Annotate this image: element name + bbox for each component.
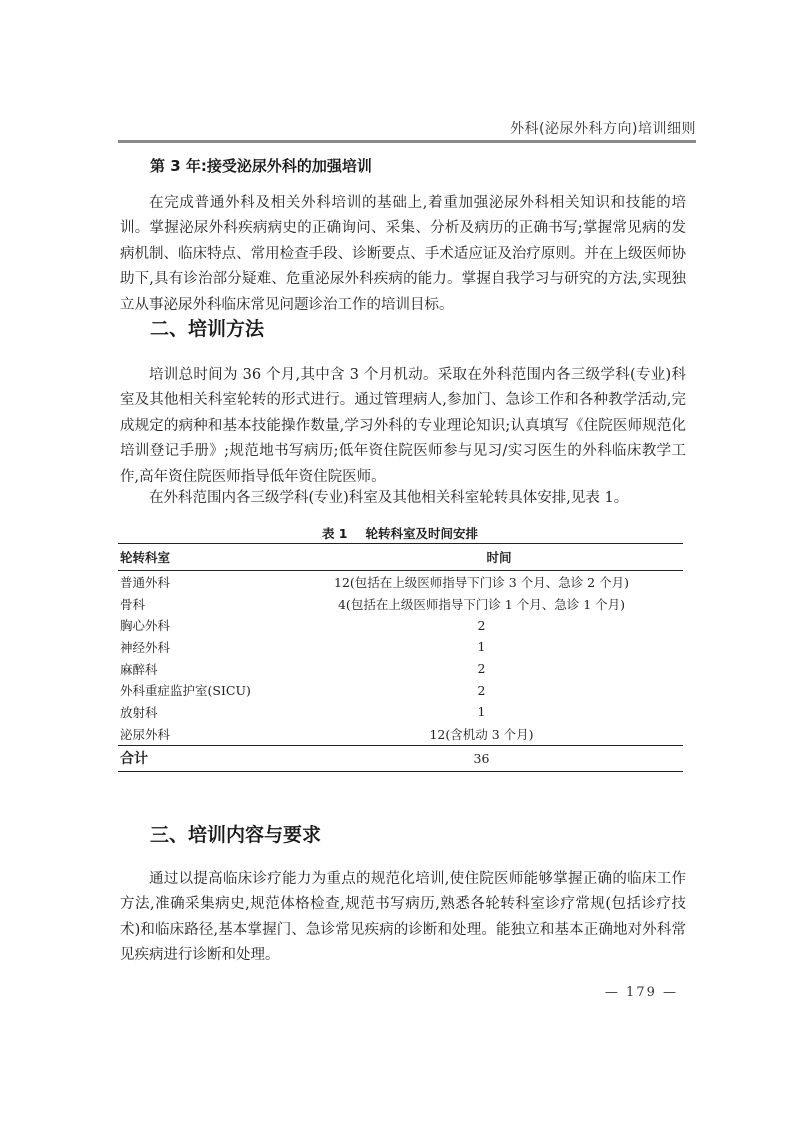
- cell-time: 1: [477, 639, 486, 655]
- cell-department: 外科重症监护室(SICU): [120, 683, 251, 699]
- header-rule: [118, 140, 696, 143]
- table-total-row: [118, 745, 683, 771]
- table-row: [118, 658, 683, 680]
- table-row: [118, 614, 683, 636]
- table-caption-number: 表 1: [321, 526, 348, 541]
- section-heading-training-content: 三、培训内容与要求: [150, 824, 322, 846]
- table-caption: [0, 524, 800, 542]
- table-row: [118, 571, 683, 593]
- rotation-table: [118, 543, 683, 772]
- cell-time: 1: [477, 704, 486, 720]
- cell-department: 神经外科: [120, 639, 171, 655]
- cell-time: 2: [477, 617, 486, 633]
- table-header-row: [118, 544, 683, 571]
- cell-time: 2: [477, 661, 486, 677]
- training-content-paragraph: 通过以提高临床诊疗能力为重点的规范化培训,使住院医师能够掌握正确的临床工作方法,准确采集病史,规范体格检查,规范书写病历,熟悉各轮转科室诊疗常规(包括诊疗技术)和临床路径,基本掌握门、急诊常见疾病的诊断和处理。能独立和基本正确地对外科常见疾病进行诊断和处理。: [120, 870, 686, 963]
- table-caption-title: 轮转科室及时间安排: [365, 526, 479, 541]
- table-row: [118, 679, 683, 701]
- cell-department: 胸心外科: [120, 618, 171, 634]
- rotation-reference-paragraph: 在外科范围内各三级学科(专业)科室及其他相关科室轮转具体安排,见表 1。: [149, 489, 629, 506]
- cell-time: 4(包括在上级医师指导下门诊 1 个月、急诊 1 个月): [337, 596, 625, 612]
- table-row: [118, 723, 683, 745]
- column-header-department: 轮转科室: [120, 550, 171, 565]
- cell-time: 2: [477, 682, 486, 698]
- page-number: — 179 —: [604, 985, 678, 1000]
- year3-paragraph: 在完成普通外科及相关外科培训的基础上,着重加强泌尿外科相关知识和技能的培训。掌握泌尿外科疾病病史的正确询问、采集、分析及病历的正确书写;掌握常见病的发病机制、临床特点、常用检查手段、诊断要点、手术适应证及治疗原则。并在上级医师协助下,具有诊治部分疑难、危重泌尿外科疾病的能力。掌握自我学习与研究的方法,实现独立从事泌尿外科临床常见问题诊治工作的培训目标。: [120, 194, 686, 313]
- table-row: [118, 701, 683, 723]
- cell-department: 泌尿外科: [120, 726, 171, 742]
- running-header-title: 外科(泌尿外科方向)培训细则: [510, 121, 696, 137]
- table-row: [118, 593, 683, 615]
- table-row: [118, 636, 683, 658]
- year3-title: 第 3 年:接受泌尿外科的加强培训: [150, 157, 372, 175]
- cell-department: 放射科: [120, 704, 158, 720]
- cell-time: 12(含机动 3 个月): [429, 726, 534, 742]
- training-method-paragraph: 培训总时间为 36 个月,其中含 3 个月机动。采取在外科范围内各三级学科(专业)科室及其他相关科室轮转的形式进行。通过管理病人,参加门、急诊工作和各种教学活动,完成规定的病种和基本技能操作数量,学习外科的专业理论知识;认真填写《住院医师规范化培训登记手册》;规范地书写病历;低年资住院医师参与见习/实习医生的外科临床教学工作,高年资住院医师指导低年资住院医师。: [120, 366, 686, 485]
- cell-department: 骨科: [120, 596, 146, 612]
- cell-department: 普通外科: [120, 574, 171, 590]
- section-heading-training-method: 二、培训方法: [150, 318, 265, 340]
- cell-time: 12(包括在上级医师指导下门诊 3 个月、急诊 2 个月): [334, 574, 629, 590]
- cell-total-value: 36: [473, 750, 490, 766]
- cell-total-label: 合计: [120, 751, 148, 767]
- column-header-time: 时间: [486, 550, 512, 565]
- cell-department: 麻醉科: [120, 661, 158, 677]
